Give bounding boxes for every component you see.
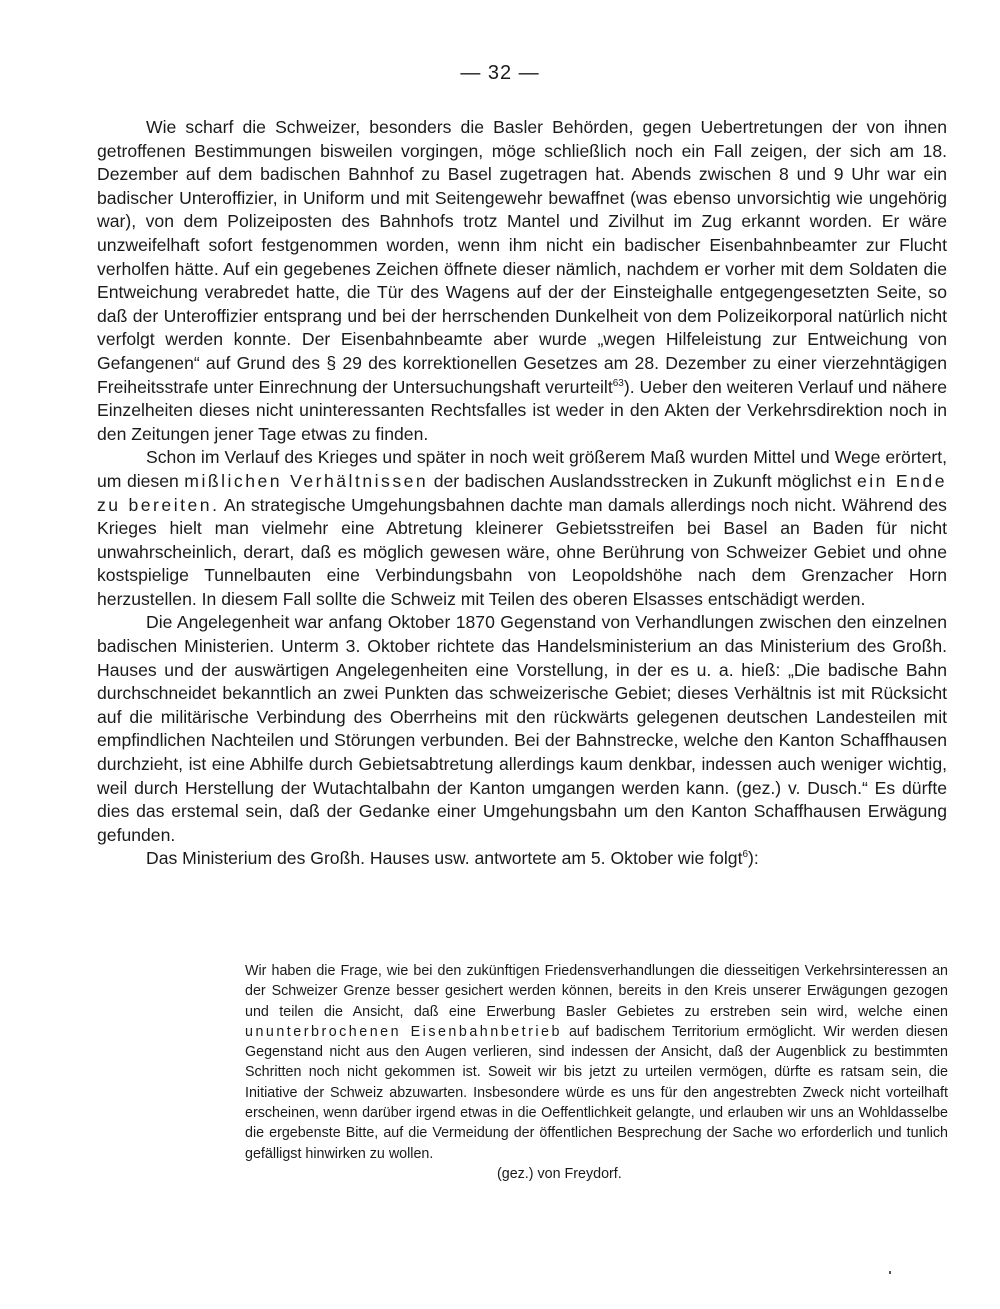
paragraph-text: An strategische Umgehungsbahnen dachte man damals allerdings noch nicht. Während des Krieges hielt man vielmehr eine Abtretung kleinerer Gebietsstreifen bei Basel an Baden für nicht unwahrscheinlich, derart, daß es möglich gewesen wäre, ohne Berührung von Schweizer Gebiet und ohne kostspielige Tunnelbauten eine Verbindungsbahn von Leopoldshöhe nach dem Grenzacher Horn herzustellen. In diesem Fall sollte die Schweiz mit Teilen des oberen Elsasses entschädigt werden. (97, 494, 947, 609)
quote-signature: (gez.) von Freydorf. (497, 1166, 622, 1182)
quote-paragraph (245, 961, 948, 1164)
block-quote (245, 961, 948, 1164)
spaced-emphasis: ununterbrochenen Eisenbahnbetrieb (245, 1023, 562, 1040)
footnote-ref: 6 (742, 849, 749, 861)
quote-text: Wir haben die Frage, wie bei den zukünftigen Friedensverhandlungen die diesseitigen Verkehrsinteressen an der Schweizer Grenze besser gesichert werden können, bereits in den Kreis unserer Erwägungen gezogen und teilen die Ansicht, daß eine Erwerbung Basler Gebietes zu erstreben sein wird, welche einen (245, 963, 948, 1020)
spaced-emphasis: mißlichen Verhältnissen (184, 470, 429, 491)
paragraph-text: Das Ministerium des Großh. Hauses usw. antwortete am 5. Oktober wie folgt (146, 848, 743, 869)
paragraph-text: Schon im Verlauf des Krieges und später in noch weit größerem Maß wurden Mittel und Wege erörtert, um diesen (97, 447, 947, 491)
paragraph-basel-incident (97, 116, 947, 446)
paragraph-text: ). Ueber den weiteren Verlauf und nähere Einzelheiten dieses nicht uninteressanten Rechtsfalles ist weder in den Akten der Verkehrsdirektion noch in den Zeitungen jener Tage etwas zu finden. (97, 376, 948, 444)
page-number: — 32 — (460, 62, 540, 84)
paragraph-text: Wie scharf die Schweizer, besonders die Basler Behörden, gegen Uebertretungen der von ihnen getroffenen Bestimmungen bisweilen vorgingen, möge schließlich noch ein Fall zeigen, der sich am 18. Dezember auf dem badischen Bahnhof zu Basel zugetragen hat. Abends zwischen 8 und 9 Uhr war ein badischer Unteroffizier, in Uniform und mit Seitengewehr bewaffnet (was ebenso unvorsichtig wie ungehörig war), von dem Polizeiposten des Bahnhofs trotz Mantel und Zivilhut im Zug erkannt worden. Er wäre unzweifelhaft sofort festgenommen worden, wenn ihm nicht ein badischer Eisenbahnbeamter zur Flucht verholfen hätte. Auf ein gegebenes Zeichen öffnete dieser nämlich, nachdem er vorher mit dem Soldaten die Entweichung verabredet hatte, die Tür des Wagens auf der der Einsteighalle entgegengesetzten Seite, so daß der Unteroffizier entsprang und bei der herrschenden Dunkelheit von dem Polizeikorporal natürlich nicht verfolgt werden konnte. Der Eisenbahnbeamte aber wurde „wegen Hilfeleistung zur Entweichung von Gefangenen“ auf Grund des § 29 des korrektionellen Gesetzes am 28. Dezember zu einer vierzehntägigen Freiheitsstrafe unter Einrechnung der Untersuchungshaft verurteilt (97, 117, 947, 397)
body-text (97, 116, 947, 871)
spaced-emphasis: ein Ende zu bereiten. (97, 470, 948, 515)
print-speck (889, 1271, 891, 1274)
paragraph-reply-intro (97, 847, 947, 871)
paragraph-text: Die Angelegenheit war anfang Oktober 1870 Gegenstand von Verhandlungen zwischen den einzelnen badischen Ministerien. Unterm 3. Oktober richtete das Handelsministerium an das Ministerium des Großh. Hauses und der auswärtigen Angelegenheiten eine Vorstellung, in der es u. a. hieß: „Die badische Bahn durchschneidet bekanntlich an zwei Punkten das schweizerische Gebiet; dieses Verhältnis ist mit Rücksicht auf die militärische Verbindung des Oberrheins mit den rückwärts gelegenen deutschen Landesteilen mit empfindlichen Nachteilen und Störungen verbunden. Bei der Bahnstrecke, welche den Kanton Schaffhausen durchzieht, ist eine Abhilfe durch Gebietsabtretung allerdings kaum denkbar, indessen auch weniger wichtig, weil durch Herstellung der Wutachtalbahn der Kanton umgangen werden kann. (gez.) v. Dusch.“ Es dürfte dies das erstemal sein, daß der Gedanke einer Umgehungsbahn um den Kanton Schaffhausen Erwägung gefunden. (97, 612, 947, 845)
paragraph-text: der badischen Auslandsstrecken in Zukunft möglichst (428, 470, 857, 491)
footnote-ref: 63 (612, 377, 624, 389)
paragraph-war-measures (97, 446, 947, 611)
paragraph-ministries (97, 611, 947, 847)
quote-text: auf badischem Territorium ermöglicht. Wir werden diesen Gegenstand nicht aus den Augen verlieren, sind indessen der Ansicht, daß der Augenblick zu bestimmten Schritten noch nicht gekommen ist. Soweit wir bis jetzt zu urteilen vermögen, dürfte es ratsam sein, die Initiative der Schweiz abzuwarten. Insbesondere würde es uns für den angestrebten Zweck nicht vorteilhaft erscheinen, wenn darüber irgend etwas in die Oeffentlichkeit gelangte, und erlauben wir uns an Wohldasselbe die ergebenste Bitte, auf die Vermeidung der öffentlichen Besprechung der Sache wo erforderlich und tunlich gefälligst hinwirken zu wollen. (245, 1023, 949, 1162)
paragraph-text: ): (748, 848, 759, 869)
